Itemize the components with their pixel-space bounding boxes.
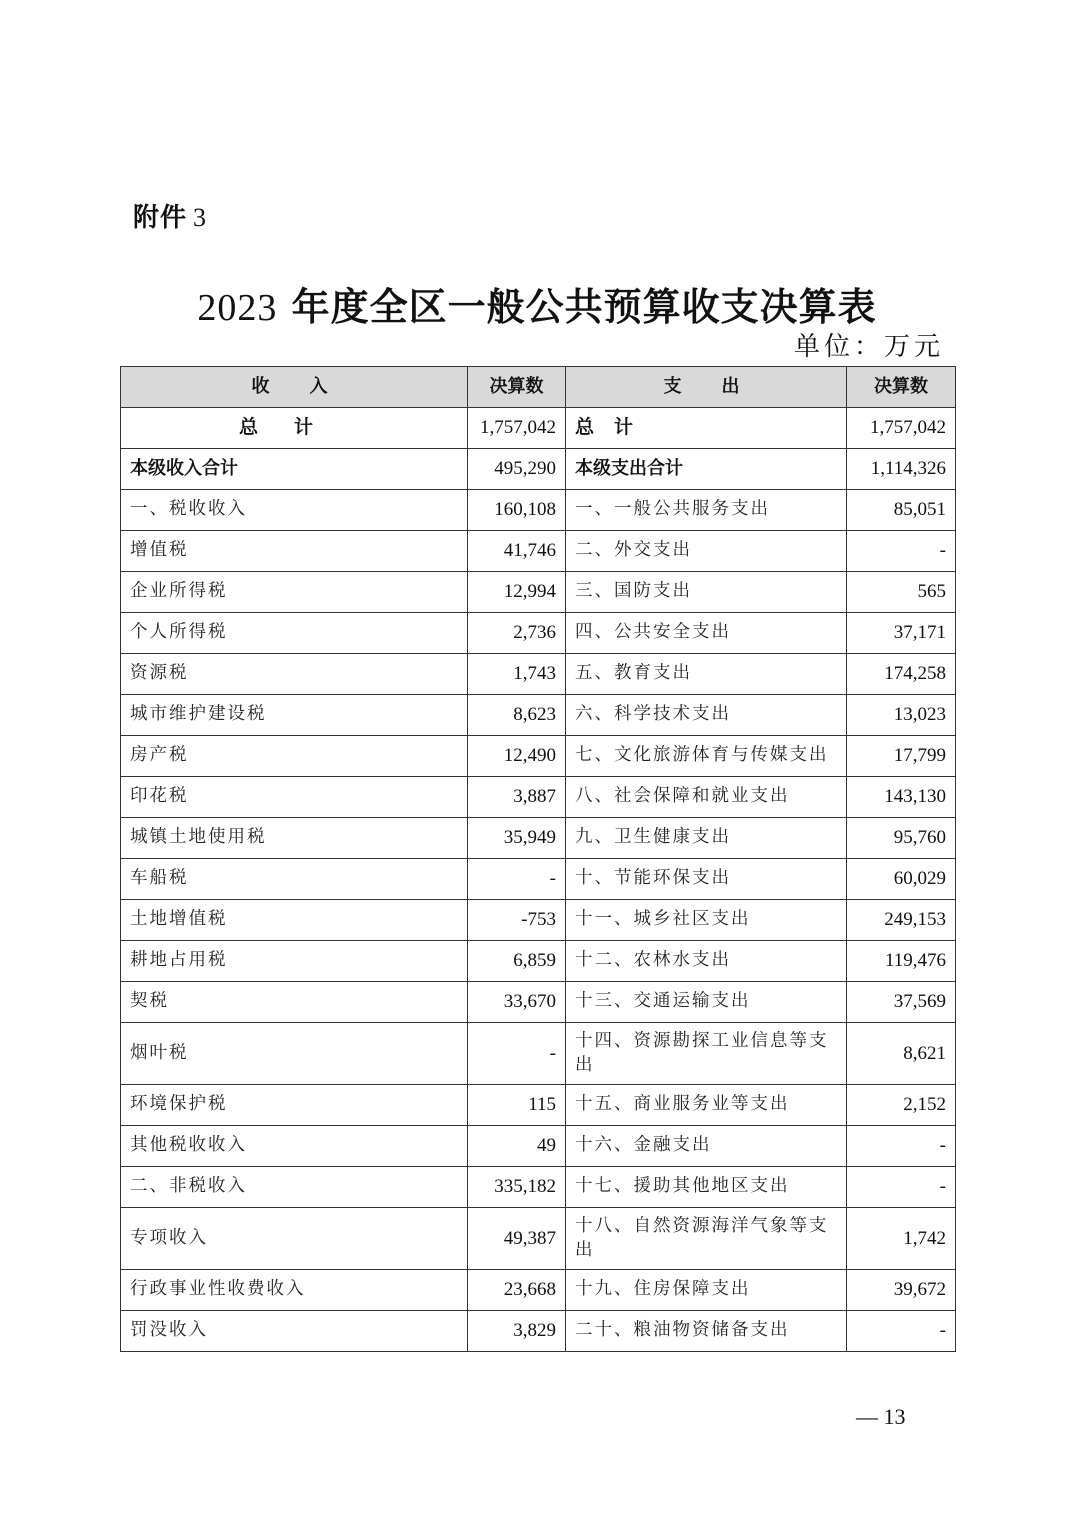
table-row [121, 1270, 956, 1311]
table-row [121, 1208, 956, 1270]
expense-value: 37,569 [847, 982, 956, 1023]
expense-value: 39,672 [847, 1270, 956, 1311]
table-row [121, 941, 956, 982]
income-item: 一、税收收入 [121, 490, 468, 531]
table-row [121, 982, 956, 1023]
income-value: 495,290 [468, 449, 566, 490]
expense-value: 13,023 [847, 695, 956, 736]
expense-value: 143,130 [847, 777, 956, 818]
expense-value: 37,171 [847, 613, 956, 654]
income-value: 3,887 [468, 777, 566, 818]
header-income-amount: 决算数 [468, 367, 566, 408]
income-item: 印花税 [121, 777, 468, 818]
expense-item: 五、教育支出 [566, 654, 847, 695]
expense-item: 六、科学技术支出 [566, 695, 847, 736]
table-row [121, 1167, 956, 1208]
expense-item: 十九、住房保障支出 [566, 1270, 847, 1311]
income-item: 资源税 [121, 654, 468, 695]
table-row [121, 490, 956, 531]
total-income-label: 总计 [121, 408, 468, 449]
table-row [121, 449, 956, 490]
income-item: 其他税收收入 [121, 1126, 468, 1167]
total-income-value: 1,757,042 [468, 408, 566, 449]
expense-item: 一、一般公共服务支出 [566, 490, 847, 531]
expense-value: 60,029 [847, 859, 956, 900]
header-expense-amount: 决算数 [847, 367, 956, 408]
header-expense: 支出 [566, 367, 847, 408]
income-value: 49 [468, 1126, 566, 1167]
income-item: 罚没收入 [121, 1311, 468, 1352]
budget-table [120, 366, 956, 1352]
expense-value: - [847, 1167, 956, 1208]
income-item: 本级收入合计 [121, 449, 468, 490]
table-row [121, 777, 956, 818]
table-row [121, 613, 956, 654]
income-item: 企业所得税 [121, 572, 468, 613]
income-item: 车船税 [121, 859, 468, 900]
expense-item: 十四、资源勘探工业信息等支出 [566, 1023, 847, 1085]
income-item: 增值税 [121, 531, 468, 572]
expense-item: 十五、商业服务业等支出 [566, 1085, 847, 1126]
income-item: 房产税 [121, 736, 468, 777]
expense-value: 95,760 [847, 818, 956, 859]
income-item: 专项收入 [121, 1208, 468, 1270]
income-value: 335,182 [468, 1167, 566, 1208]
unit-label: 单位：万元 [793, 332, 944, 362]
page-title [0, 276, 1074, 331]
income-value: 12,994 [468, 572, 566, 613]
expense-item: 十八、自然资源海洋气象等支出 [566, 1208, 847, 1270]
income-value: -753 [468, 900, 566, 941]
table-row [121, 736, 956, 777]
title-year: 2023 [197, 287, 278, 329]
table-row [121, 1126, 956, 1167]
income-value: 160,108 [468, 490, 566, 531]
income-value: 3,829 [468, 1311, 566, 1352]
table-row [121, 572, 956, 613]
income-value: 1,743 [468, 654, 566, 695]
expense-item: 二、外交支出 [566, 531, 847, 572]
income-item: 个人所得税 [121, 613, 468, 654]
income-item: 土地增值税 [121, 900, 468, 941]
expense-value: 85,051 [847, 490, 956, 531]
income-item: 行政事业性收费收入 [121, 1270, 468, 1311]
income-value: - [468, 1023, 566, 1085]
table-row [121, 695, 956, 736]
expense-item: 十六、金融支出 [566, 1126, 847, 1167]
attachment-label [133, 197, 207, 234]
income-item: 烟叶税 [121, 1023, 468, 1085]
income-value: 8,623 [468, 695, 566, 736]
income-item: 耕地占用税 [121, 941, 468, 982]
table-header-row [121, 367, 956, 408]
income-value: - [468, 859, 566, 900]
income-value: 6,859 [468, 941, 566, 982]
expense-item: 本级支出合计 [566, 449, 847, 490]
total-expense-label: 总计 [566, 408, 847, 449]
expense-value: 119,476 [847, 941, 956, 982]
expense-value: 2,152 [847, 1085, 956, 1126]
income-value: 23,668 [468, 1270, 566, 1311]
income-item: 环境保护税 [121, 1085, 468, 1126]
expense-item: 二十、粮油物资储备支出 [566, 1311, 847, 1352]
expense-value: - [847, 531, 956, 572]
table-row [121, 818, 956, 859]
income-value: 33,670 [468, 982, 566, 1023]
table-row [121, 1085, 956, 1126]
expense-value: - [847, 1311, 956, 1352]
expense-item: 十二、农林水支出 [566, 941, 847, 982]
expense-item: 三、国防支出 [566, 572, 847, 613]
income-value: 41,746 [468, 531, 566, 572]
expense-value: 1,742 [847, 1208, 956, 1270]
income-item: 契税 [121, 982, 468, 1023]
expense-value: 1,114,326 [847, 449, 956, 490]
total-row [121, 408, 956, 449]
attachment-text: 附件 [133, 203, 188, 233]
table-row [121, 531, 956, 572]
total-expense-value: 1,757,042 [847, 408, 956, 449]
expense-value: 8,621 [847, 1023, 956, 1085]
income-value: 49,387 [468, 1208, 566, 1270]
expense-item: 十三、交通运输支出 [566, 982, 847, 1023]
expense-value: 565 [847, 572, 956, 613]
table-row [121, 654, 956, 695]
expense-value: 17,799 [847, 736, 956, 777]
expense-item: 八、社会保障和就业支出 [566, 777, 847, 818]
table-row [121, 900, 956, 941]
income-value: 2,736 [468, 613, 566, 654]
expense-value: 249,153 [847, 900, 956, 941]
income-value: 12,490 [468, 736, 566, 777]
page-number: — 13 [856, 1404, 906, 1429]
table-row [121, 859, 956, 900]
title-text: 年度全区一般公共预算收支决算表 [291, 284, 877, 329]
expense-item: 十、节能环保支出 [566, 859, 847, 900]
expense-value: 174,258 [847, 654, 956, 695]
table-row [121, 1311, 956, 1352]
income-value: 115 [468, 1085, 566, 1126]
income-item: 城市维护建设税 [121, 695, 468, 736]
expense-value: - [847, 1126, 956, 1167]
expense-item: 七、文化旅游体育与传媒支出 [566, 736, 847, 777]
expense-item: 十一、城乡社区支出 [566, 900, 847, 941]
expense-item: 十七、援助其他地区支出 [566, 1167, 847, 1208]
expense-item: 四、公共安全支出 [566, 613, 847, 654]
attachment-number: 3 [193, 203, 208, 232]
income-item: 城镇土地使用税 [121, 818, 468, 859]
table-row [121, 1023, 956, 1085]
header-income: 收入 [121, 367, 468, 408]
income-value: 35,949 [468, 818, 566, 859]
income-item: 二、非税收入 [121, 1167, 468, 1208]
expense-item: 九、卫生健康支出 [566, 818, 847, 859]
